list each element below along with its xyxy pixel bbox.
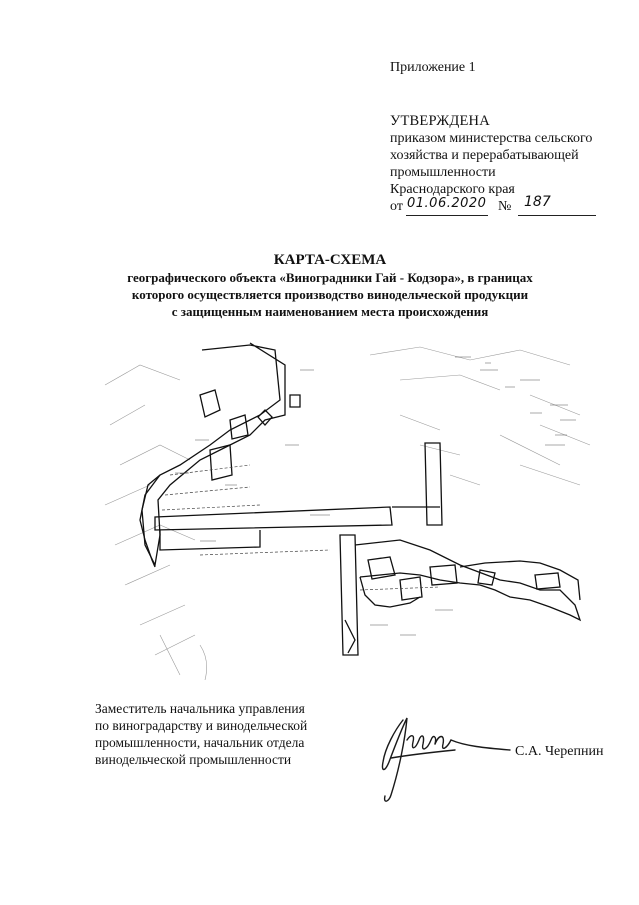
position-line: Заместитель начальника управления [95, 701, 305, 716]
approval-line: приказом министерства сельского [390, 131, 593, 146]
handwritten-date: 01.06.2020 [407, 196, 487, 211]
signatory-position [95, 700, 355, 768]
order-date-number [390, 194, 610, 218]
approval-block [390, 113, 593, 214]
date-prefix: от [390, 199, 403, 214]
approval-line: хозяйства и перерабатывающей [390, 148, 579, 163]
document-title [60, 251, 600, 320]
boundary-map-scheme [100, 335, 600, 680]
signatory-name: С.А. Черепнин [515, 744, 604, 759]
title-main: КАРТА-СХЕМА [273, 252, 387, 268]
title-line: которого осуществляется производство винодельческой продукции [131, 287, 529, 302]
date-underline [406, 215, 488, 216]
title-line: географического объекта «Виноградники Гай - Кодзора», в границах [127, 270, 533, 285]
position-line: винодельческой промышленности [95, 752, 292, 767]
title-line: с защищенным наименованием места происхождения [171, 304, 489, 319]
number-underline [518, 215, 596, 216]
approval-line: промышленности [390, 165, 496, 180]
parcel-boundary [140, 343, 580, 655]
position-line: промышленности, начальник отдела [95, 735, 305, 750]
approval-line: Краснодарского края [390, 182, 515, 197]
number-prefix: № [498, 199, 512, 214]
position-line: по виноградарству и винодельческой [95, 718, 308, 733]
map-background-sketch [105, 347, 590, 680]
approval-heading: УТВЕРЖДЕНА [390, 113, 490, 129]
handwritten-number: 187 [524, 194, 551, 210]
handwritten-signature [355, 700, 515, 810]
appendix-label: Приложение 1 [390, 60, 476, 75]
parcel-label-marks [175, 357, 576, 635]
